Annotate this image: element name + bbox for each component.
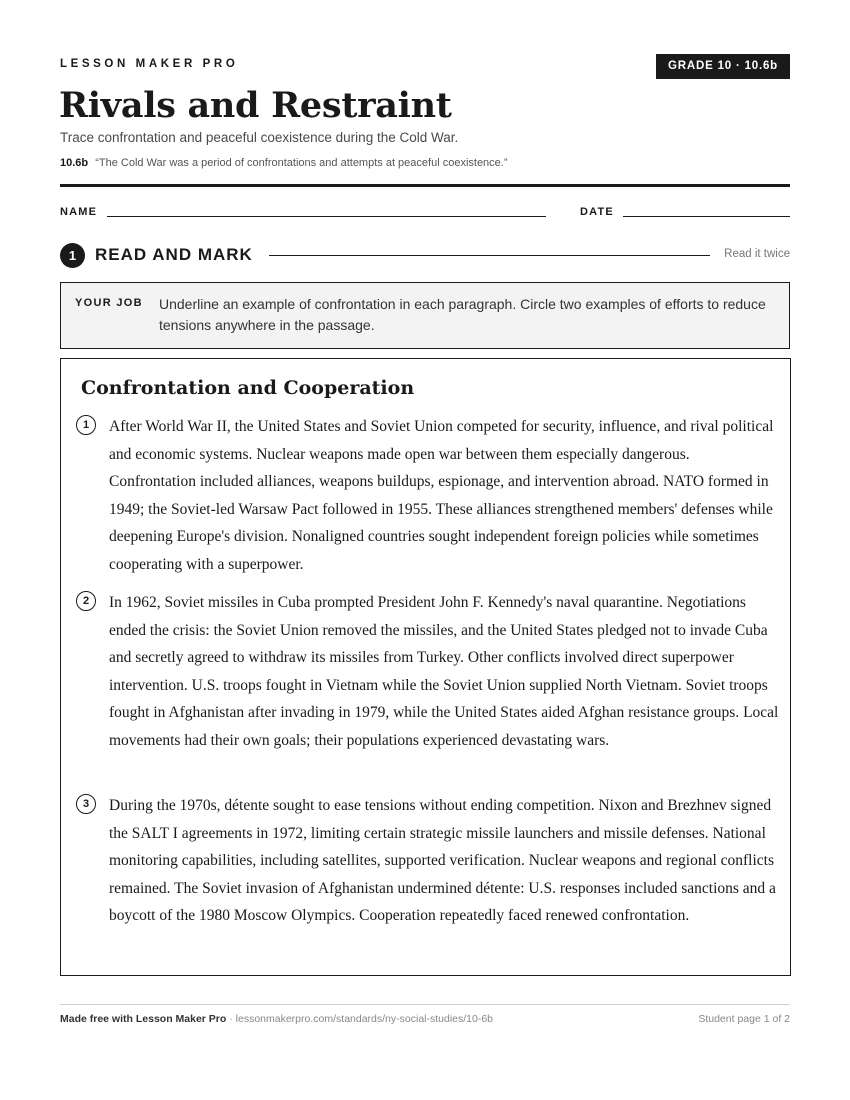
footer-divider: [60, 1004, 790, 1005]
paragraph-number: 1: [76, 415, 96, 435]
standard-text: “The Cold War was a period of confrontations and attempts at peaceful coexistence.”: [95, 157, 508, 169]
passage-title: Confrontation and Cooperation: [81, 377, 415, 399]
paragraph-number: 2: [76, 591, 96, 611]
section-title: READ AND MARK: [95, 245, 253, 264]
standard-line: [60, 157, 508, 169]
instructions-label: YOUR JOB: [75, 297, 143, 309]
instructions-text: Underline an example of confrontation in each paragraph. Circle two examples of efforts to reduce tensions anywhere in the passage.: [159, 296, 766, 333]
footer-separator: ·: [226, 1013, 236, 1025]
page-subtitle: Trace confrontation and peaceful coexistence during the Cold War.: [60, 130, 459, 145]
passage-paragraph: In 1962, Soviet missiles in Cuba prompted President John F. Kennedy's naval quarantine. Negotiations ended the crisis: the Soviet Union removed the missiles, and the United States pledged not to invade Cuba and secretly agreed to withdraw its missiles from Turkey. Other conflicts involved direct superpower intervention. U.S. troops fought in Vietnam while the Soviet Union supplied North Vietnam. Soviet troops fought in Afghanistan after invading in 1979, while the United States aided Afghan resistance groups. Local movements had their own goals; their populations experienced devastating wars.: [109, 594, 779, 749]
footer-page-number: Student page 1 of 2: [698, 1013, 790, 1025]
date-field[interactable]: [623, 216, 790, 217]
footer-url[interactable]: lessonmakerpro.com/standards/ny-social-studies/10-6b: [235, 1013, 494, 1025]
brand-name: LESSON MAKER PRO: [60, 58, 239, 70]
passage-box: [60, 358, 791, 976]
passage-paragraph: After World War II, the United States and Soviet Union competed for security, influence, and rival political and economic systems. Nuclear weapons made open war between them especially dangerous. Confrontation included alliances, weapons buildups, espionage, and intervention abroad. NATO formed in 1949; the Soviet-led Warsaw Pact followed in 1955. These alliances strengthened members' defenses while deepening Europe's division. Nonaligned countries sought independent foreign policies while sometimes cooperating with a superpower.: [109, 418, 774, 573]
standard-code: 10.6b: [60, 157, 89, 169]
page-title: Rivals and Restraint: [59, 85, 452, 126]
grade-badge: GRADE 10 · 10.6b: [656, 54, 790, 79]
footer-credit: [60, 1013, 493, 1025]
date-label: DATE: [580, 206, 614, 218]
paragraph-number: 3: [76, 794, 96, 814]
name-field[interactable]: [107, 216, 546, 217]
passage-paragraph: During the 1970s, détente sought to ease tensions without ending competition. Nixon and Brezhnev signed the SALT I agreements in 1972, limiting certain strategic missile launchers and missile defenses. National monitoring capabilities, including satellites, supported verification. Nuclear weapons and regional conflicts remained. The Soviet invasion of Afghanistan undermined détente: U.S. responses included sanctions and a boycott of the 1980 Moscow Olympics. Cooperation repeatedly faced renewed confrontation.: [109, 797, 776, 924]
header-divider: [60, 184, 790, 187]
instructions-box: [60, 282, 790, 349]
section-number-badge: 1: [60, 243, 85, 268]
footer-made-with: Made free with Lesson Maker Pro: [60, 1013, 227, 1025]
name-label: NAME: [60, 206, 98, 218]
section-hint: Read it twice: [724, 248, 790, 260]
section-divider: [269, 255, 710, 256]
